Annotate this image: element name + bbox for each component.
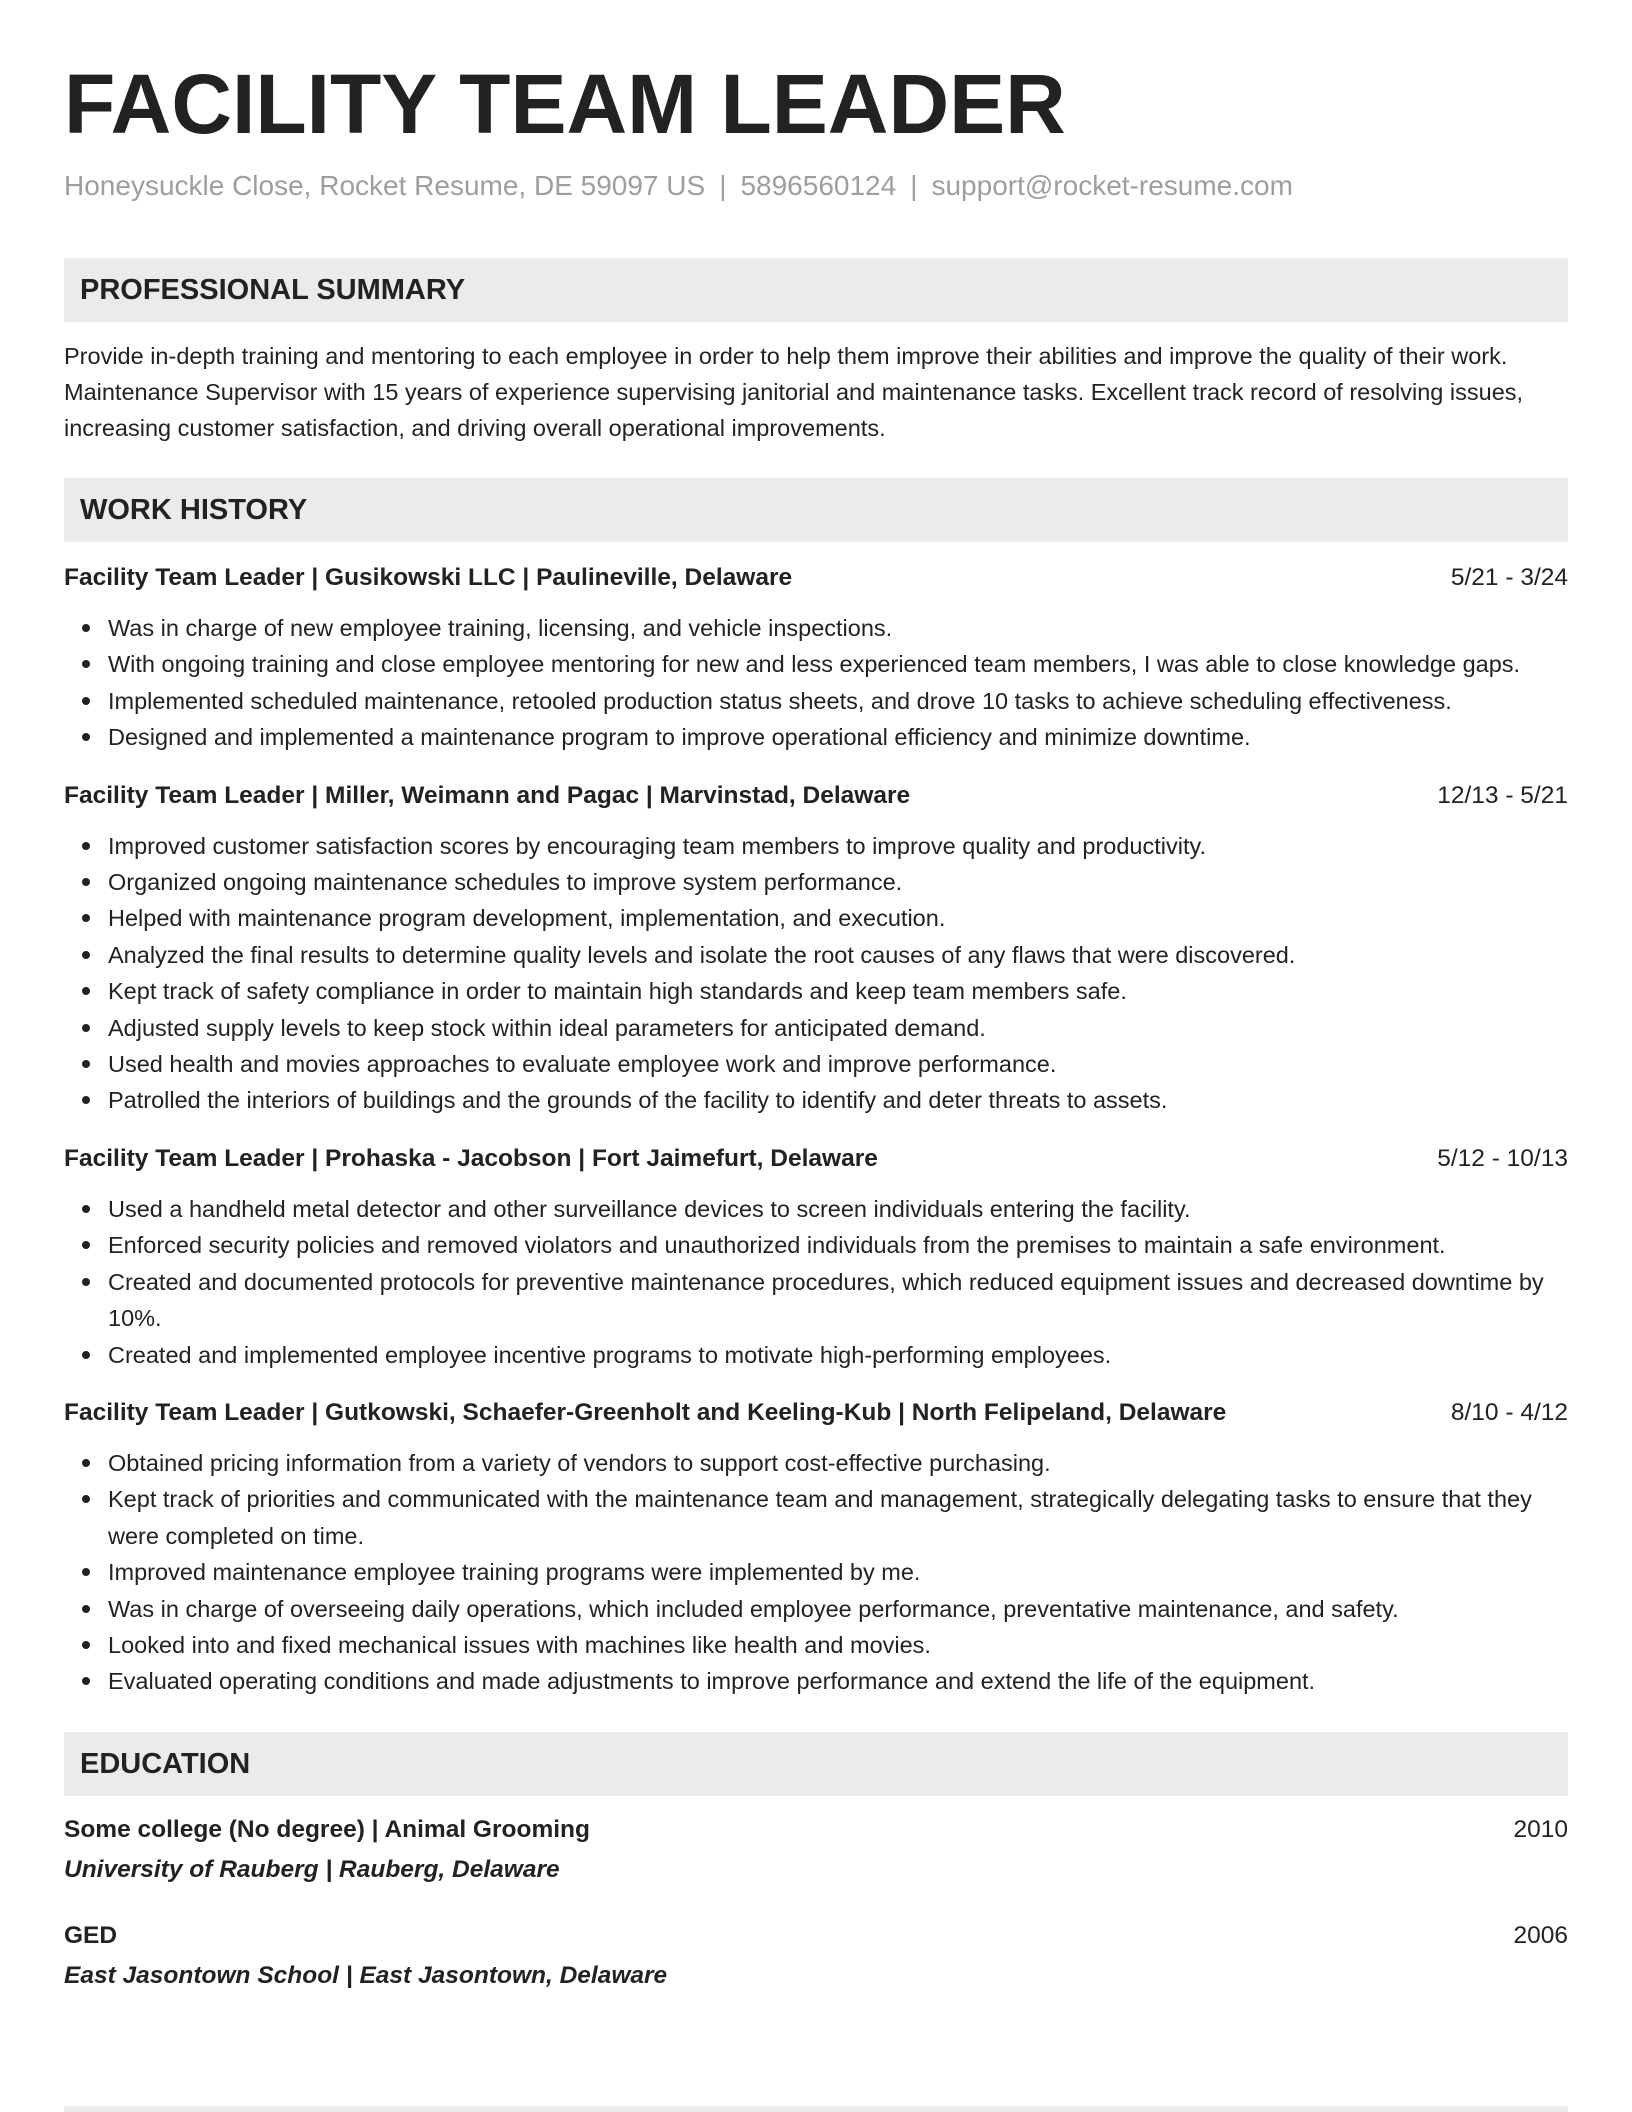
- job-bullet: Was in charge of overseeing daily operations, which included employee performance, preventative maintenance, and safety.: [108, 1591, 1568, 1627]
- job-dates: 5/21 - 3/24: [1450, 564, 1568, 591]
- contact-phone: 5896560124: [740, 170, 897, 201]
- education-heading: EDUCATION: [64, 1732, 1568, 1796]
- education-header: [64, 1812, 1568, 1848]
- education-school: University of Rauberg | Rauberg, Delaware: [64, 1855, 560, 1883]
- job-entry: [64, 778, 1568, 1119]
- contact-address: Honeysuckle Close, Rocket Resume, DE 59097 US: [64, 170, 706, 201]
- job-title: Facility Team Leader | Gusikowski LLC | Paulineville, Delaware: [64, 564, 793, 591]
- job-bullet: With ongoing training and close employee mentoring for new and less experienced team members, I was able to close knowledge gaps.: [108, 646, 1568, 682]
- education-title: GED: [64, 1921, 118, 1949]
- job-bullet: Created and implemented employee incentive programs to motivate high-performing employees.: [108, 1337, 1568, 1373]
- job-bullet: Analyzed the final results to determine quality levels and isolate the root causes of any flaws that were discovered.: [108, 937, 1568, 973]
- job-bullets: [64, 1191, 1568, 1373]
- job-bullet: Implemented scheduled maintenance, retooled production status sheets, and drove 10 tasks to achieve scheduling effectiveness.: [108, 683, 1568, 719]
- job-bullet: Patrolled the interiors of buildings and the grounds of the facility to identify and deter threats to assets.: [108, 1082, 1568, 1118]
- job-bullet: Obtained pricing information from a variety of vendors to support cost-effective purchasing.: [108, 1445, 1568, 1481]
- next-section-bar: [64, 2106, 1568, 2112]
- job-header: [64, 560, 1568, 596]
- job-bullet: Kept track of safety compliance in order to maintain high standards and keep team members safe.: [108, 973, 1568, 1009]
- job-bullet: Improved customer satisfaction scores by encouraging team members to improve quality and productivity.: [108, 828, 1568, 864]
- contact-separator: |: [719, 170, 727, 201]
- education-entry: [64, 1812, 1568, 1888]
- job-bullet: Was in charge of new employee training, licensing, and vehicle inspections.: [108, 610, 1568, 646]
- job-dates: 12/13 - 5/21: [1437, 781, 1568, 809]
- job-title: Facility Team Leader | Miller, Weimann and Pagac | Marvinstad, Delaware: [64, 781, 911, 809]
- education-year: 2006: [1513, 1921, 1568, 1949]
- job-bullet: Used health and movies approaches to evaluate employee work and improve performance.: [108, 1046, 1568, 1082]
- contact-separator: |: [910, 170, 918, 201]
- job-entry: [64, 1395, 1568, 1700]
- education-header: [64, 1918, 1568, 1954]
- job-bullet: Organized ongoing maintenance schedules to improve system performance.: [108, 864, 1568, 900]
- job-bullets: [64, 828, 1568, 1119]
- job-dates: 5/12 - 10/13: [1437, 1144, 1568, 1172]
- job-bullet: Looked into and fixed mechanical issues with machines like health and movies.: [108, 1627, 1568, 1663]
- job-entry: [64, 560, 1568, 756]
- job-header: [64, 1395, 1568, 1431]
- job-header: [64, 778, 1568, 814]
- education-year: 2010: [1513, 1815, 1568, 1843]
- job-bullet: Kept track of priorities and communicated with the maintenance team and management, strategically delegating tasks to ensure that they were completed on time.: [108, 1481, 1568, 1554]
- job-dates: 8/10 - 4/12: [1450, 1398, 1568, 1426]
- job-bullet: Designed and implemented a maintenance program to improve operational efficiency and minimize downtime.: [108, 719, 1568, 755]
- summary-text: Provide in-depth training and mentoring to each employee in order to help them improve their abilities and improve the quality of their work. Maintenance Supervisor with 15 years of experience supervising janitorial and maintenance tasks. Excellent track record of resolving issues, increasing customer satisfaction, and driving overall operational improvements.: [64, 343, 1524, 441]
- job-bullet: Adjusted supply levels to keep stock within ideal parameters for anticipated demand.: [108, 1010, 1568, 1046]
- work-history-heading: WORK HISTORY: [64, 478, 1568, 542]
- job-bullet: Improved maintenance employee training programs were implemented by me.: [108, 1554, 1568, 1590]
- job-bullet: Created and documented protocols for preventive maintenance procedures, which reduced equipment issues and decreased downtime by 10%.: [108, 1264, 1568, 1337]
- education-school: East Jasontown School | East Jasontown, Delaware: [64, 1961, 668, 1989]
- job-bullet: Enforced security policies and removed violators and unauthorized individuals from the premises to maintain a safe environment.: [108, 1227, 1568, 1263]
- job-bullets: [64, 1445, 1568, 1700]
- job-bullet: Used a handheld metal detector and other surveillance devices to screen individuals entering the facility.: [108, 1191, 1568, 1227]
- contact-email: support@rocket-resume.com: [931, 170, 1293, 201]
- job-bullet: Helped with maintenance program development, implementation, and execution.: [108, 900, 1568, 936]
- job-title: Facility Team Leader | Prohaska - Jacobson | Fort Jaimefurt, Delaware: [64, 1144, 878, 1172]
- job-bullets: [64, 610, 1568, 756]
- job-title: Facility Team Leader | Gutkowski, Schaefer-Greenholt and Keeling-Kub | North Felipeland, Delaware: [64, 1398, 1227, 1426]
- education-entry: [64, 1918, 1568, 1994]
- resume-name: FACILITY TEAM LEADER: [64, 57, 1066, 151]
- summary-heading: PROFESSIONAL SUMMARY: [64, 258, 1568, 322]
- contact-line: [64, 168, 1568, 204]
- job-header: [64, 1141, 1568, 1177]
- education-title: Some college (No degree) | Animal Grooming: [64, 1815, 590, 1843]
- job-bullet: Evaluated operating conditions and made adjustments to improve performance and extend the life of the equipment.: [108, 1663, 1568, 1699]
- job-entry: [64, 1141, 1568, 1373]
